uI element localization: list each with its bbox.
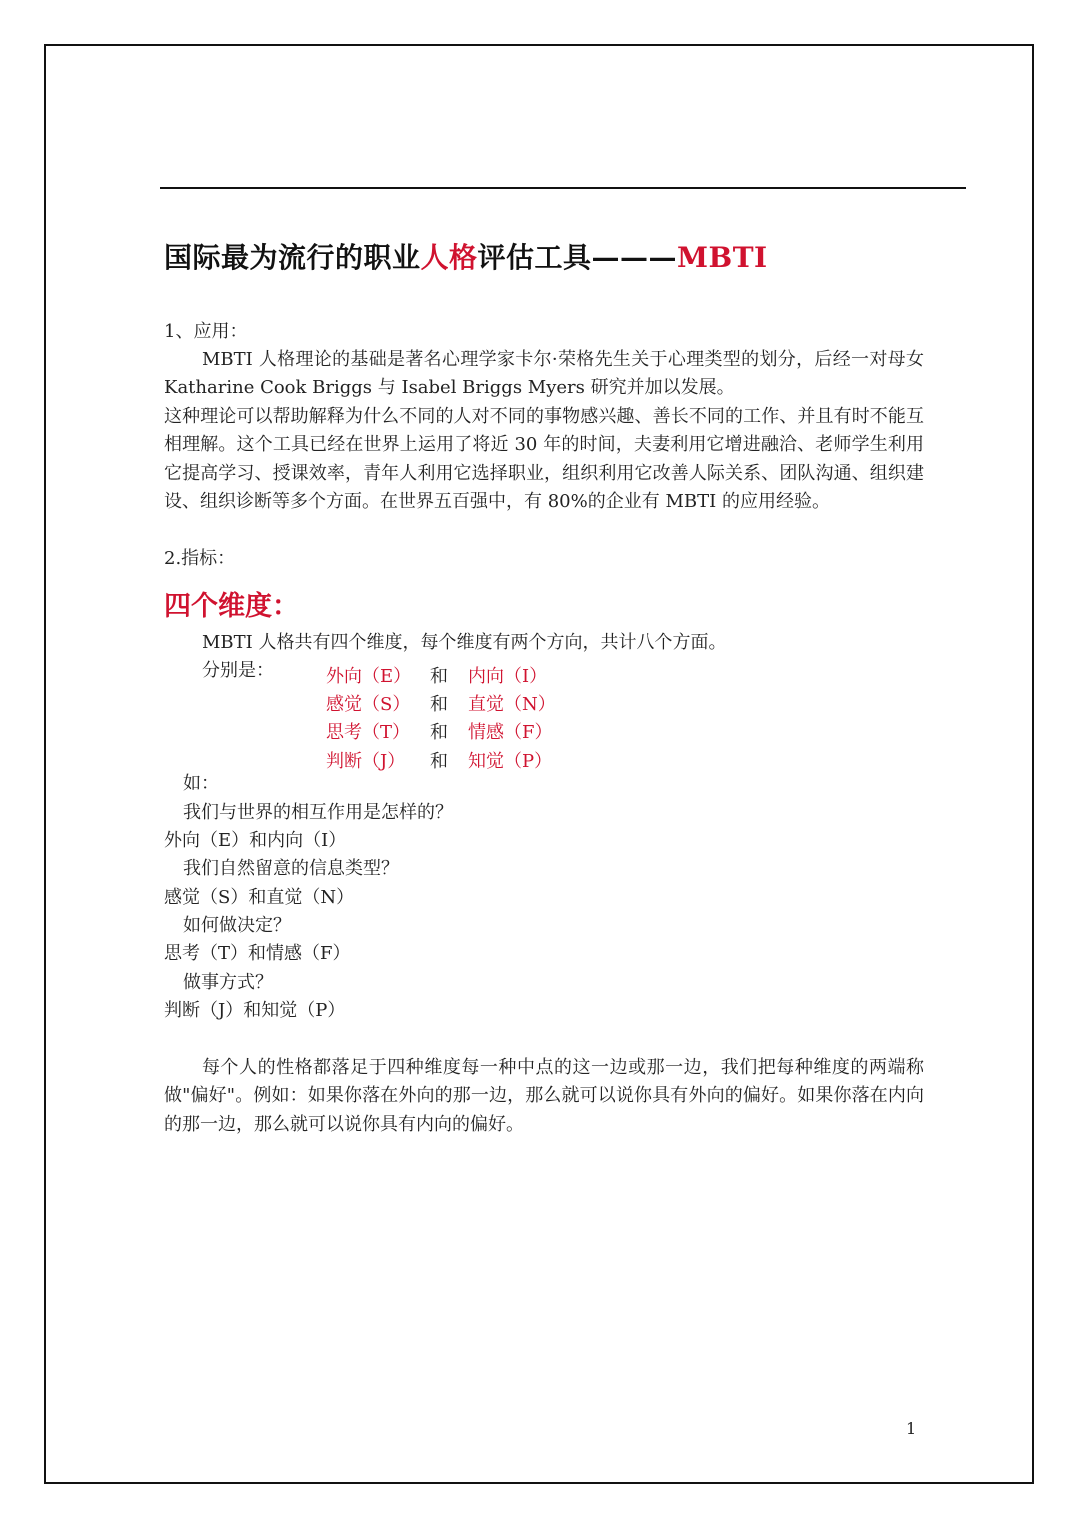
page-title — [164, 236, 768, 276]
title-highlight-1: 人格 — [420, 241, 478, 274]
pairs-label: 分别是： — [202, 660, 274, 681]
pair-left: 外向（E） — [326, 666, 412, 687]
pair-right: 内向（I） — [468, 666, 548, 687]
dimension-pair — [326, 662, 547, 688]
section-1-paragraph-1: MBTI 人格理论的基础是著名心理学家卡尔·荣格先生关于心理类型的划分，后经一对母女 Katharine Cook Briggs 与 Isabel Briggs Myers 研究并加以发展。 — [164, 349, 924, 399]
answer: 感觉（S）和直觉（N） — [164, 887, 355, 908]
answer: 判断（J）和知觉（P） — [164, 1000, 346, 1021]
pair-left: 思考（T） — [326, 722, 411, 743]
question: 我们与世界的相互作用是怎样的？ — [183, 802, 453, 823]
section-1-label: 1、应用： — [164, 321, 248, 342]
title-part-1: 国际最为流行的职业 — [164, 241, 421, 274]
pair-connector: 和 — [430, 666, 448, 687]
closing-paragraph: 每个人的性格都落足于四种维度每一种中点的这一边或那一边，我们把每种维度的两端称做"偏好"。例如：如果你落在外向的那一边，那么就可以说你具有外向的偏好。如果你落在内向的那一边，那么就可以说你具有内向的偏好。 — [164, 1057, 924, 1135]
answer: 外向（E）和内向（I） — [164, 830, 347, 851]
question: 我们自然留意的信息类型？ — [183, 858, 399, 879]
pair-left: 判断（J） — [326, 751, 406, 772]
question: 如何做决定？ — [183, 915, 291, 936]
dimensions-intro: MBTI 人格共有四个维度，每个维度有两个方向，共计八个方面。 — [202, 632, 727, 653]
answer: 思考（T）和情感（F） — [164, 943, 351, 964]
header-rule — [160, 187, 966, 189]
page-number: 1 — [906, 1419, 917, 1438]
pair-connector: 和 — [430, 694, 448, 715]
example-label: 如： — [183, 773, 219, 794]
pair-connector: 和 — [430, 722, 448, 743]
title-part-2: 评估工具——— — [477, 241, 678, 274]
question: 做事方式？ — [183, 972, 273, 993]
title-highlight-2: MBTI — [677, 241, 768, 274]
dimension-pair — [326, 718, 553, 744]
pair-right: 知觉（P） — [468, 751, 553, 772]
section-1-paragraph-2: 这种理论可以帮助解释为什么不同的人对不同的事物感兴趣、善长不同的工作、并且有时不能互相理解。这个工具已经在世界上运用了将近 30 年的时间，夫妻利用它增进融洽、老师学生利用它提高学习、授课效率，青年人利用它选择职业，组织利用它改善人际关系、团队沟通、组织建设、组织诊断等多个方面。在世界五百强中，有 80%的企业有 MBTI 的应用经验。 — [164, 406, 924, 513]
dimension-pair — [326, 747, 552, 773]
pair-right: 情感（F） — [468, 722, 553, 743]
pair-right: 直觉（N） — [468, 694, 556, 715]
dimension-pair — [326, 690, 556, 716]
section-heading: 四个维度： — [164, 591, 299, 622]
pair-left: 感觉（S） — [326, 694, 411, 715]
pair-connector: 和 — [430, 751, 448, 772]
section-2-label: 2.指标： — [164, 548, 236, 569]
